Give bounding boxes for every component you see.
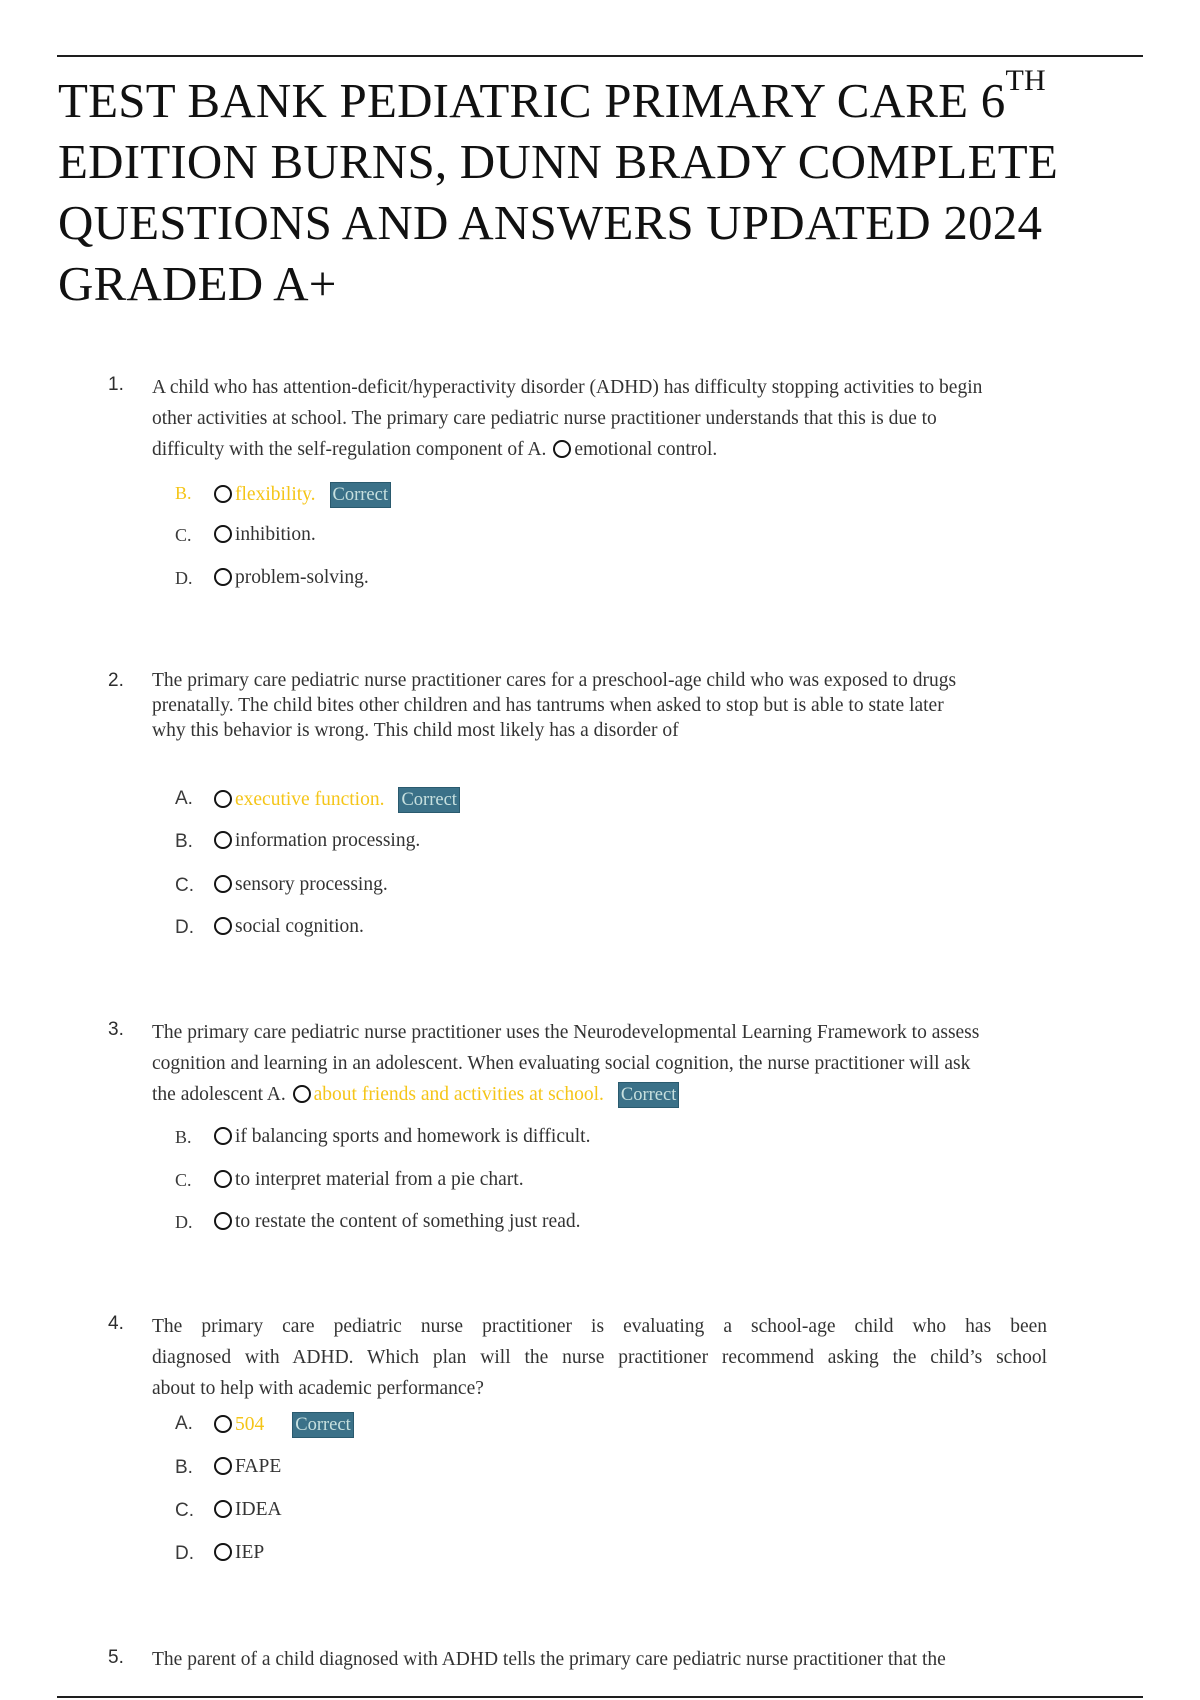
correct-badge: Correct [330,482,391,508]
radio-icon[interactable] [214,875,232,893]
radio-icon[interactable] [553,440,571,458]
option-text: if balancing sports and homework is difficult. [235,1126,591,1147]
option-text: information processing. [235,830,421,851]
option-text: flexibility. [235,484,316,505]
option-a-text: emotional control. [574,439,718,460]
option-text: problem-solving. [235,567,369,588]
option-letter: A. [175,1413,193,1434]
option-letter: D. [175,568,193,588]
option-letter: C. [175,1500,194,1521]
radio-icon[interactable] [214,1212,232,1230]
radio-icon[interactable] [214,831,232,849]
option-letter: B. [175,831,193,852]
option-text: executive function. [235,789,385,810]
radio-icon[interactable] [214,485,232,503]
radio-icon[interactable] [214,1500,232,1518]
option-a-text: about friends and activities at school. [313,1084,604,1105]
document-title: TEST BANK PEDIATRIC PRIMARY CARE 6TH EDITION BURNS, DUNN BRADY COMPLETE QUESTIONS AND ANSWERS UPDATED 2024 GRADED A+ [58,64,1058,311]
option-letter: B. [175,1127,192,1147]
option-text: FAPE [235,1456,282,1477]
option-letter: D. [175,1212,193,1232]
correct-badge: Correct [398,787,459,813]
radio-icon[interactable] [293,1085,311,1103]
option-letter: C. [175,875,194,896]
option-text: 504 [235,1414,265,1435]
radio-icon[interactable] [214,1457,232,1475]
question-stem: The primary care pediatric nurse practitioner is evaluating a school-age child who has been diagnosed with ADHD. Which plan will the nurse practitioner recommend asking the child’s school about to help with academic performance? [152,1316,1047,1399]
question-stem: The primary care pediatric nurse practitioner cares for a preschool-age child who was exposed to drugs prenatally. The child bites other children and has tantrums when asked to stop but is able to state later why this behavior is wrong. This child most likely has a disorder of [152,670,957,741]
radio-icon[interactable] [214,790,232,808]
option-text: to restate the content of something just read. [235,1211,581,1232]
bottom-rule [57,1696,1143,1698]
radio-icon[interactable] [214,1127,232,1145]
question-number: 5. [108,1647,124,1668]
radio-icon[interactable] [214,917,232,935]
question-stem: A child who has attention-deficit/hyperactivity disorder (ADHD) has difficulty stopping activities to begin other activities at school. The primary care pediatric nurse practitioner understands that this is due to difficulty with the self-regulation component of A. emotional control. [152,377,983,460]
radio-icon[interactable] [214,1170,232,1188]
question-number: 3. [108,1019,124,1040]
option-text: to interpret material from a pie chart. [235,1169,524,1190]
option-letter: D. [175,917,194,938]
option-text: social cognition. [235,916,364,937]
top-rule [57,55,1143,57]
radio-icon[interactable] [214,1543,232,1561]
correct-badge: Correct [618,1082,679,1108]
question-number: 2. [108,670,124,691]
correct-badge: Correct [292,1412,353,1438]
radio-icon[interactable] [214,525,232,543]
option-letter: C. [175,1170,192,1190]
option-text: IEP [235,1542,265,1563]
question-number: 1. [108,374,124,395]
option-text: sensory processing. [235,874,388,895]
option-letter: B. [175,483,192,503]
question-stem: The parent of a child diagnosed with ADHD tells the primary care pediatric nurse practitioner that the [152,1649,946,1670]
option-letter: C. [175,525,192,545]
question-number: 4. [108,1313,124,1334]
radio-icon[interactable] [214,1415,232,1433]
option-letter: D. [175,1543,194,1564]
option-letter: B. [175,1457,193,1478]
option-text: IDEA [235,1499,282,1520]
option-letter: A. [175,788,193,809]
question-stem: The primary care pediatric nurse practitioner uses the Neurodevelopmental Learning Framework to assess cognition and learning in an adolescent. When evaluating social cognition, the nurse practitioner will ask the adolescent A. about friends and activities at school. Correct [152,1017,1097,1110]
radio-icon[interactable] [214,568,232,586]
option-text: inhibition. [235,524,316,545]
